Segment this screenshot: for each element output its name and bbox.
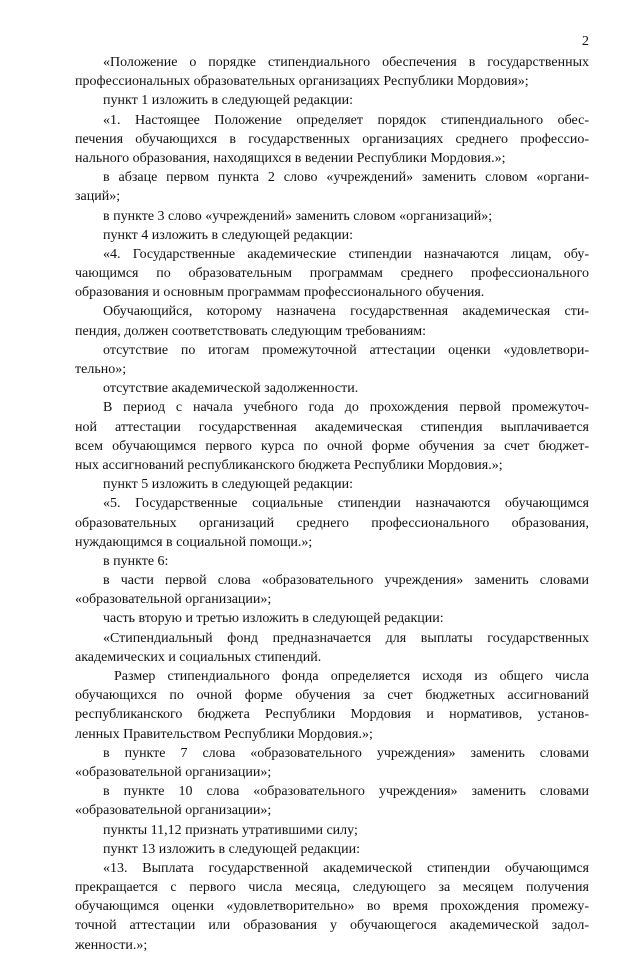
text-line: республиканского бюджета Республики Мордовия и нормативов, установ- xyxy=(75,707,589,723)
text-line: «13. Выплата государственной академической стипендии обучающимся xyxy=(103,860,589,876)
text-line: в части первой слова «образовательного учреждения» заменить словами xyxy=(103,573,589,589)
text-line: женности.»; xyxy=(75,937,148,953)
text-line: нального образования, находящихся в ведении Республики Мордовия.»; xyxy=(75,150,506,166)
text-line: пункты 11,12 признать утратившими силу; xyxy=(103,822,358,838)
text-line: чающимся по образовательным программам среднего профессионального xyxy=(75,266,589,282)
text-line: профессиональных образовательных организациях Республики Мордовия»; xyxy=(75,74,529,90)
text-line: пендия, должен соответствовать следующим требованиям: xyxy=(75,323,427,339)
text-line: образовательных организаций среднего профессионального образования, xyxy=(75,515,589,531)
text-line: «1. Настоящее Положение определяет порядок стипендиального обес- xyxy=(103,112,589,128)
text-line: печения обучающихся в государственных организациях среднего профессио- xyxy=(75,131,589,147)
text-line: в пункте 6: xyxy=(103,553,169,569)
text-line: в абзаце первом пункта 2 слово «учреждений» заменить словом «органи- xyxy=(103,170,589,186)
text-line: обучающихся по очной форме обучения за счет бюджетных ассигнований xyxy=(75,688,589,704)
page-number: 2 xyxy=(582,34,589,49)
text-line: нуждающимся в социальной помощи.»; xyxy=(75,534,313,550)
text-line: отсутствие по итогам промежуточной аттестации оценки «удовлетвори- xyxy=(103,342,589,358)
text-line: «образовательной организации»; xyxy=(75,764,272,780)
text-line: «4. Государственные академические стипендии назначаются лицам, обу- xyxy=(103,246,589,262)
text-line: точной аттестации или образования у обучающегося академической задол- xyxy=(75,918,589,934)
text-line: «Положение о порядке стипендиального обеспечения в государственных xyxy=(103,55,589,70)
text-line: часть вторую и третью изложить в следующей редакции: xyxy=(103,611,444,627)
text-line: «образовательной организации»; xyxy=(75,592,272,608)
text-line: пункт 5 изложить в следующей редакции: xyxy=(103,477,353,493)
text-line: пункт 4 изложить в следующей редакции: xyxy=(103,227,353,243)
text-line: прекращается с первого числа месяца, следующего за месяцем получения xyxy=(75,880,589,896)
text-line: академических и социальных стипендий. xyxy=(75,649,322,665)
text-line: отсутствие академической задолженности. xyxy=(103,381,359,397)
text-line: «5. Государственные социальные стипендии назначаются обучающимся xyxy=(103,496,589,512)
text-line: обучающимся оценки «удовлетворительно» во время прохождения промежу- xyxy=(75,899,589,915)
text-line: Обучающийся, которому назначена государственная академическая сти- xyxy=(103,304,589,320)
text-line: образования и основным программам профессионального обучения. xyxy=(75,285,485,301)
document-body xyxy=(75,53,589,955)
text-line: ной аттестации государственная академическая стипендия выплачивается xyxy=(75,419,589,435)
text-line: «образовательной организации»; xyxy=(75,803,272,819)
text-line: в пункте 10 слова «образовательного учреждения» заменить словами xyxy=(103,784,589,800)
text-line: ных ассигнований республиканского бюджета Республики Мордовия.»; xyxy=(75,457,503,473)
text-line: Размер стипендиального фонда определяется исходя из общего числа xyxy=(114,669,589,684)
text-line: заций»; xyxy=(75,189,121,205)
text-line: в пункте 3 слово «учреждений» заменить словом «организаций»; xyxy=(103,208,493,224)
text-line: в пункте 7 слова «образовательного учреждения» заменить словами xyxy=(103,745,589,761)
text-line: В период с начала учебного года до прохождения первой промежуточ- xyxy=(103,400,589,416)
text-line: пункт 1 изложить в следующей редакции: xyxy=(103,93,353,109)
text-line: ленных Правительством Республики Мордовия.»; xyxy=(75,726,373,742)
text-line: «Стипендиальный фонд предназначается для выплаты государственных xyxy=(103,630,589,646)
text-line: тельно»; xyxy=(75,362,127,377)
text-line: пункт 13 изложить в следующей редакции: xyxy=(103,841,360,857)
text-line: всем обучающимся первого курса по очной форме обучения за счет бюджет- xyxy=(75,438,589,454)
